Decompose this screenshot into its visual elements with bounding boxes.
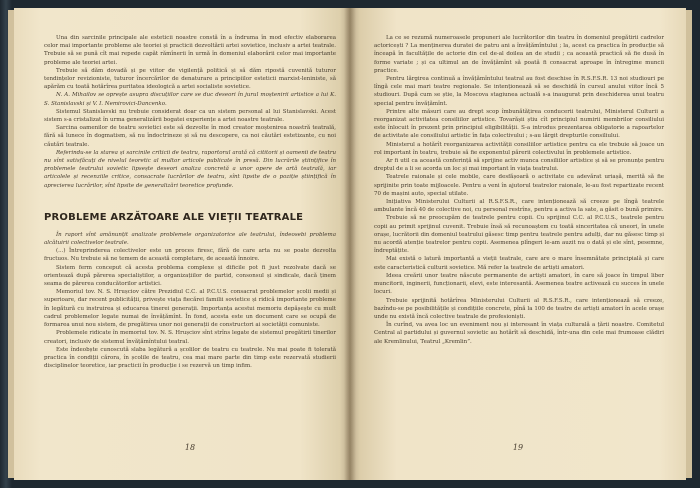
paragraph: Una din sarcinile principale ale esteticii noastre constă în a îndruma în mod efectiv elaborarea celor mai importante probleme ale teoriei și practicii dezvoltării artei sovietice, inclusiv a artei teatrale. Trebuie să se pună cît mai repede capăt rămînerii în urmă în domeniul elaborării celor mai importante probleme ale teoriei artei. [44, 35, 336, 66]
paragraph: Inițiativa Ministerului Culturii al R.S.F.S.R., care intenționează să creeze pe lîngă teatrele ambulante încă 40 de colective noi, cu personal restrîns, pentru a activa la sate, a găsit o bună primire. [374, 199, 664, 214]
paragraph: Trebuie să ne preocupăm de teatrele pentru copii. Cu sprijinul C.C. al P.C.U.S., teatrele pentru copii au primit sprijinul cuvenit. Trebuie însă să recunoaștem cu toată sinceritatea că uneori, în unele orașe, lucrătorii din domeniul teatrului găsesc timp pentru teatrele pentru adulți, dar nu găsesc timp și nu acordă atenție teatrelor pentru copii. Asemenea plîngeri le-am auzit nu o dată și ele sînt, pesemne, îndreptățite. [374, 215, 664, 255]
paragraph: La ce se rezumă numeroasele propuneri ale lucrătorilor din teatru în domeniul pregătirii cadrelor actoricești ? La menținerea duratei de patru ani a învățămîntului ; la, acest ca practica în producție să înceapă în facultățile de actorie din cel de-al doilea an de studii ; ca această practică să fie dusă în forme variate ; și ca ultimul an de învățămînt să poată fi consacrat aproape în întregime muncii practice. [374, 35, 664, 74]
left-page [14, 8, 350, 480]
page-number: 18 [184, 443, 196, 452]
paragraph: Ideea creării unor teatre născute permanente de artiști amatori, în care să joace în timpul liber muncitorii, inginerii, funcționarii, elevi, este interesantă. Asemenea teatre activează cu succes în unele locuri. [374, 272, 664, 296]
page-number: 19 [512, 443, 524, 452]
paragraph: Printre alte măsuri care au drept scop îmbunătățirea conducerii teatrului, Ministerul Culturii a reorganizat activitatea consiliilor artistice. Tovarășii știu cît principiul numirii membrilor consiliului este înlocuit în prezent prin principiul eligibilității. S-a introdus prezentarea obligatorie a rapoartelor de activitate ale consiliului artistic în fața colectivului ; s-au lărgit drepturile consiliului. [374, 108, 664, 140]
right-page [350, 8, 686, 480]
book-spine-shadow [344, 8, 356, 480]
paragraph: Problemele ridicate în memoriul tov. N. S. Hrușciov sînt strîns legate de sistemul pregătirii tinerilor creatori, inclusiv de sistemul învățămîntului teatral. [44, 330, 336, 345]
paragraph: (...) Întreprinderea colectivelor este un proces firesc, fără de care arta nu se poate dezvolta fructuos. Nu trebuie să ne temem de această completare, de această înnoire. [44, 248, 336, 263]
paragraph: Sistem ferm conceput că acesta problema complexe și dificile pot fi just rezolvate dacă se orientează după părerea specialiștilor, a organizațiilor de partid, consonsul și sindicale, dacă ținem seama de părerea conducătorilor artistici. [44, 264, 336, 288]
paragraph: N. A. Mihailov se oprește asupra discuțiilor care se duc deseori în jurul moștenirii artistice a lui K. S. Stanislavski și V. I. Nemirovici-Dancenko. [44, 92, 336, 107]
paragraph: Referindu-se la starea și sarcinile criticii de teatru, raportorul arată că cititorii și oamenii de teatru nu sînt satisfăcuți de nivelul teoretic al multor articole publicate în presă. Din lucrările științifice în problemele teatrului sovietic lipsește deseori analiza concretă a unor opere de artă teatrală, iar articolele și recenziile critice, consacrate lucrărilor de teatru, sînt lipsite de o poziție științifică în aprecierea lucrărilor, sînt lipsite de generalizări teoretice profunde. [44, 149, 336, 189]
section-heading: PROBLEME ARZĂTOARE ALE VIEȚII TEATRALE [44, 211, 304, 223]
paragraph: Mai există o latură importantă a vieții teatrale, care are o mare însemnătate principială și care este caracteristică culturii sovietice. Mă refer la teatrele de artiști amatori. [374, 256, 664, 271]
paragraph: În curînd, va avea loc un eveniment nou și interesant în viața culturală a țării noastre. Comitetul Central al partidului și guvernul sovietic au hotărît să deschidă, într-una din cele mai frumoase clădiri ale Kremlinului, Teatrul „Kremlin”. [374, 322, 664, 345]
paragraph: Este îndeobște cunoscută slaba legătură a școlilor de teatru cu teatrele. Nu mai poate fi tolerată practica în condiții cărora, în școlile de teatru, cea mai mare parte din timp este rezervată studierii disciplinelor teoretice, iar practicii în producție i se rezervă un timp infim. [44, 346, 336, 370]
paragraph: Sistemul Stanislavski nu trebuie considerat doar ca un sistem personal al lui Stanislavski. Acest sistem s-a cristalizat în urma generalizării bogatei experiențe a artei noastre teatrale. [44, 108, 336, 124]
paragraph: Memoriul tov. N. S. Hrușciov către Prezidiul C.C. al P.C.U.S. consacrat problemelor școlii medii și superioare, dar recent publicității, privește viața fiecărei familii sovietice și ridică importante probleme în legătură cu instruirea și educarea tinerei generații. Importanța acestui memoriu depășește cu mult cadrul problemelor legate numai de învățămînt. În fond, acesta este un document care se ocupă de formarea unui nou sistem, de pregătirea unor noi generații de constructori ai societății comuniste. [44, 289, 336, 329]
paragraph: Teatrele raionale și cele mobile, care desfășoară o activitate cu adevărat uriașă, merită să fie sprijinite prin toate mijloacele. Pentru a veni în ajutorul teatrelor raionale, le-au fost repartizate recent 70 de mașini auto, special utilate. [374, 174, 664, 197]
paragraph: Sarcina oamenilor de teatru sovietici este să dezvolte în mod creator moștenirea noastră teatrală, fără să lunece în dogmatism, să nu îndoctrineze și să nu descopere, ca noi căutări estetizante, cu noi căutări teatrale. [44, 125, 336, 148]
paragraph: Pentru lărgirea continuă a învățămîntului teatral au fost deschise în R.S.F.S.R. 13 noi studiouri pe lîngă cele mai mari teatre regionale. Se intenționează să se deschidă în cursul anului viitor încă 5 studiouri. După cum se știe, la Moscova stagiunea actuală s-a inaugurat prin deschiderea unui teatru special pentru învățămînt. [374, 76, 664, 107]
paragraph: Ministerul a hotărît reorganizarea activității consiliilor artistice pentru ca ele trebuie să joace un rol important în teatru, trebuie să fie exponentul părerii colectivului în problemele artistice. [374, 141, 664, 156]
paragraph: Ar fi util ca această conferință să sprijine activ munca consiliilor artistice și să se pronunțe pentru dreptul de a li se acorda un loc și mai important în viața teatrului. [374, 158, 664, 173]
paragraph: În raport sînt amănunțit analizate problemele organizatorice ale teatrului, îndeosebi problema alcătuirii colectivelor teatrale. [44, 231, 336, 247]
paragraph: Trebuie să dăm dovadă și pe viitor de vigilență politică și să dăm ripostă cuvenită tuturor tendințelor revizioniste, tuturor încercărilor de denaturare a principiilor esteticii marxist-leniniste, să apărăm cu toată hotărîrea puritatea ideologică a artei socialiste sovietice. [44, 67, 336, 91]
paragraph: Trebuie sprijinită hotărîrea Ministerului Culturii al R.S.F.S.R., care intenționează să creeze, bazîndu-se pe posibilitățile și condițiile concrete, pînă la 100 de teatre de artiști amatori în acele orașe unde nu există încă colective teatrale de profesioniști. [374, 297, 664, 320]
